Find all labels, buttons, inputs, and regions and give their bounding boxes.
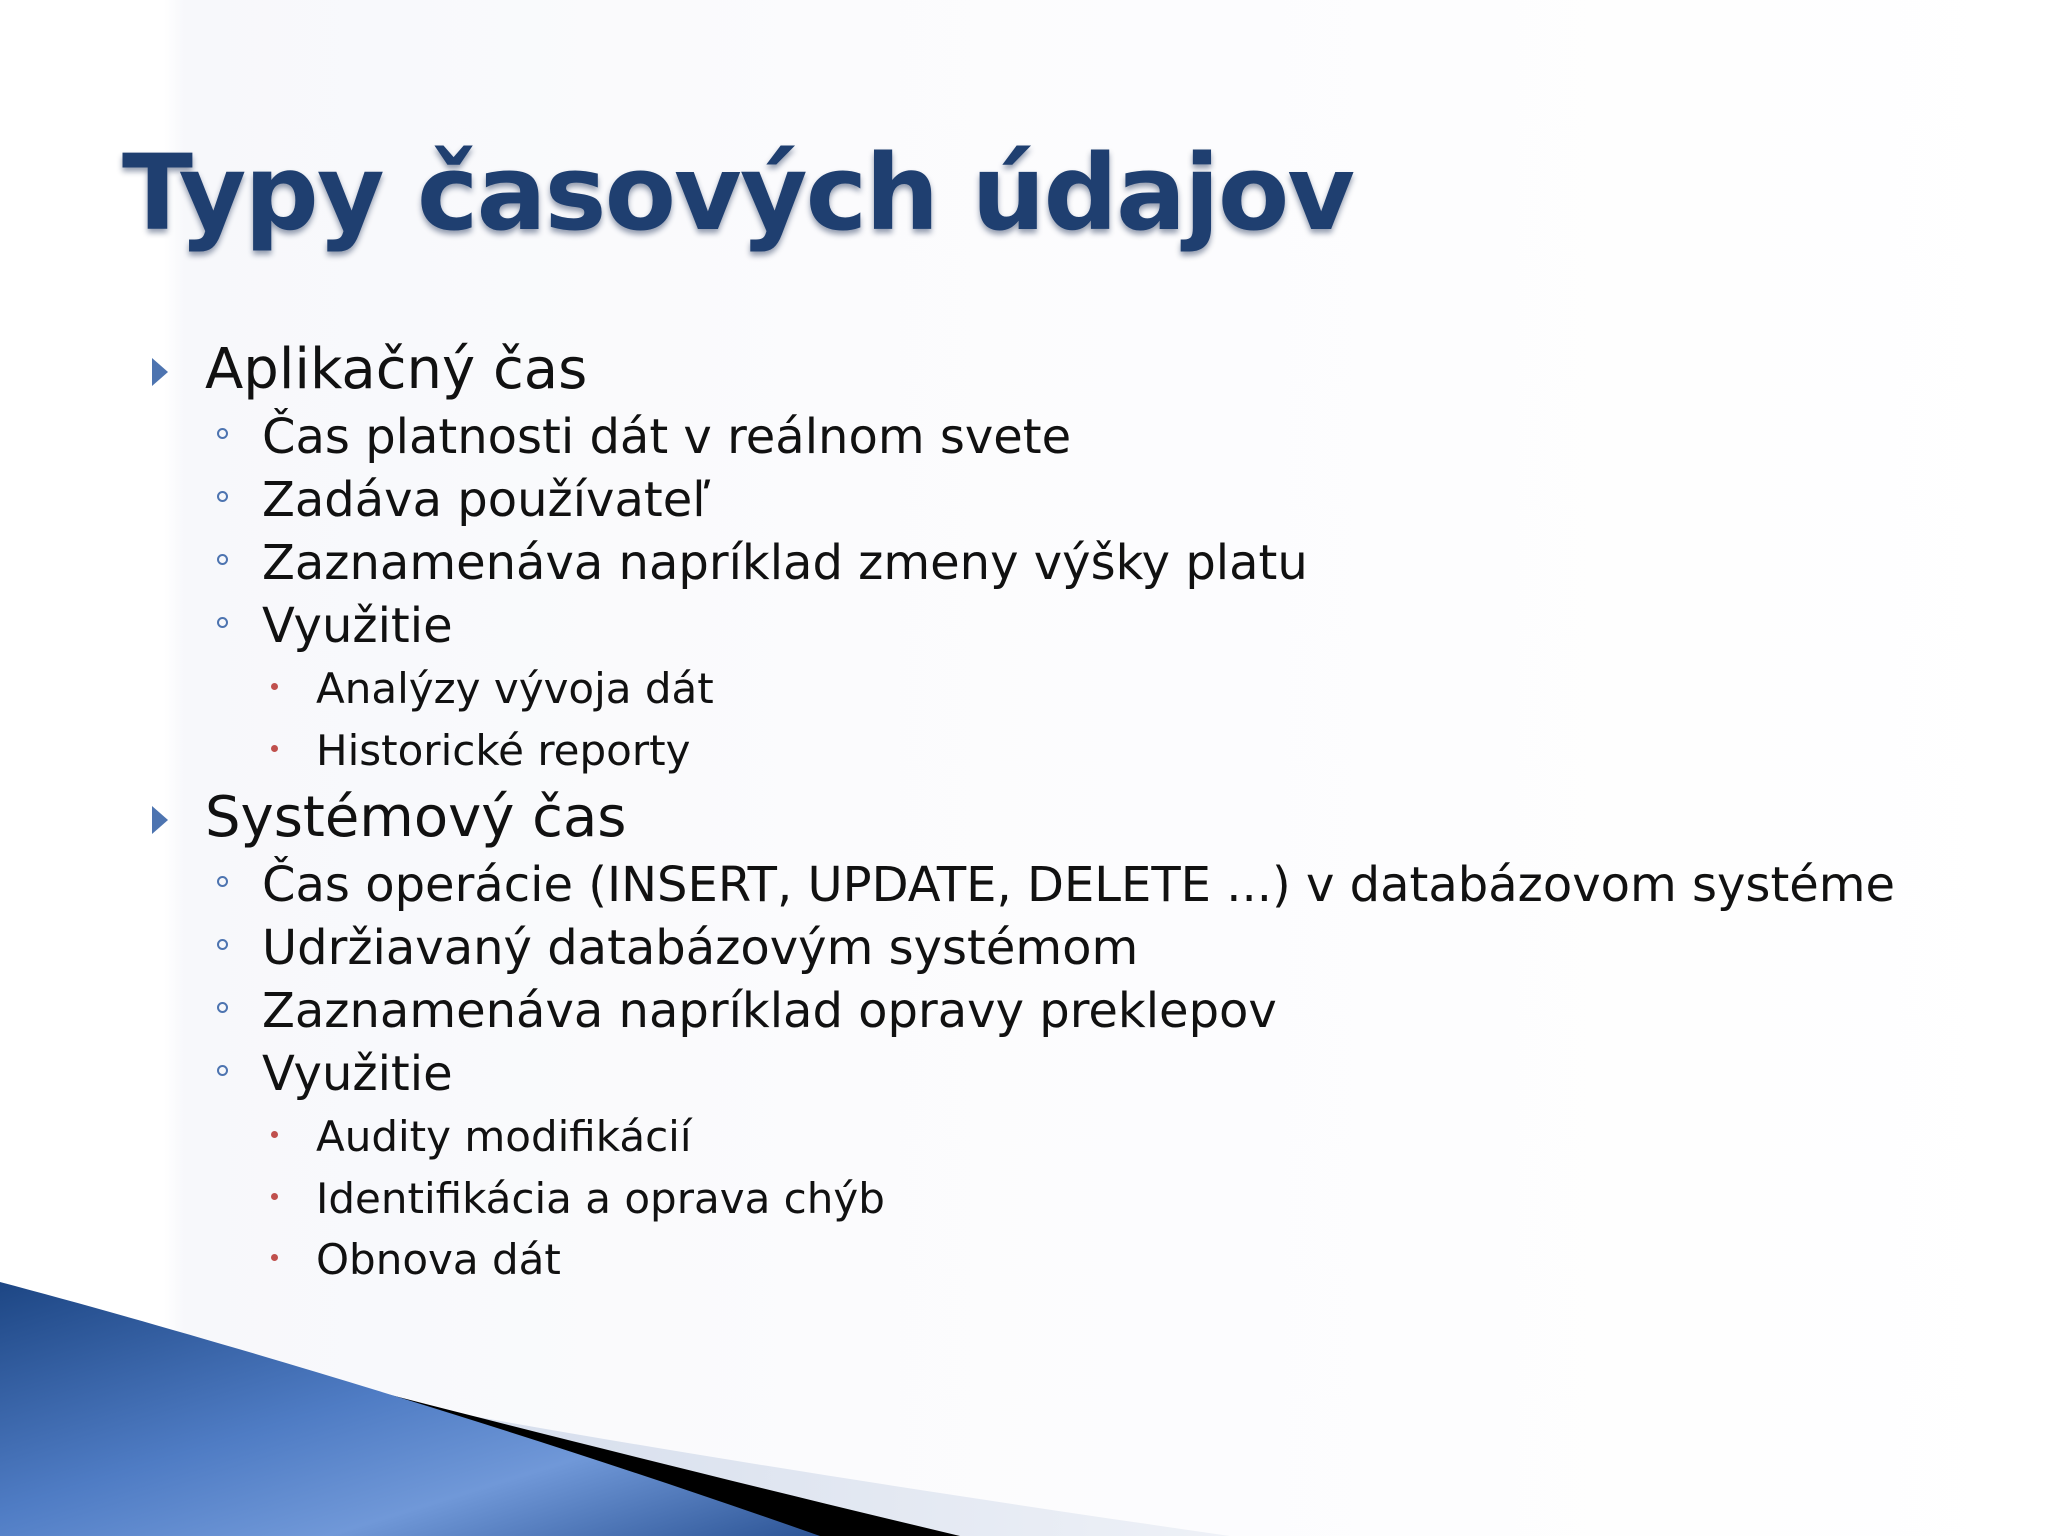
- dot-bullet-icon: [271, 745, 278, 752]
- hollow-circle-bullet-icon: [217, 1065, 228, 1076]
- list-item: Zaznamenáva napríklad opravy preklepov: [262, 983, 1277, 1039]
- slide-title: Typy časových údajov: [122, 132, 1354, 254]
- hollow-circle-bullet-icon: [217, 1002, 228, 1013]
- triangle-bullet-icon: [152, 806, 168, 834]
- list-item: Audity modifikácií: [316, 1112, 692, 1161]
- list-item: Čas platnosti dát v reálnom svete: [262, 409, 1072, 465]
- hollow-circle-bullet-icon: [217, 617, 228, 628]
- dot-bullet-icon: [271, 1131, 278, 1138]
- list-item: Využitie: [262, 1046, 453, 1102]
- list-item: Využitie: [262, 598, 453, 654]
- hollow-circle-bullet-icon: [217, 554, 228, 565]
- section-heading: Systémový čas: [205, 785, 627, 850]
- list-item: Zadáva používateľ: [262, 472, 711, 528]
- dot-bullet-icon: [271, 1254, 278, 1261]
- hollow-circle-bullet-icon: [217, 939, 228, 950]
- list-item: Zaznamenáva napríklad zmeny výšky platu: [262, 535, 1308, 591]
- list-item: Čas operácie (INSERT, UPDATE, DELETE ...) v databázovom systéme: [262, 857, 1896, 913]
- list-item: Identifikácia a oprava chýb: [316, 1174, 885, 1223]
- section-heading: Aplikačný čas: [205, 337, 588, 402]
- decorative-swoosh: [0, 1280, 2048, 1536]
- list-item: Historické reporty: [316, 726, 691, 775]
- hollow-circle-bullet-icon: [217, 491, 228, 502]
- dot-bullet-icon: [271, 1193, 278, 1200]
- triangle-bullet-icon: [152, 358, 168, 386]
- list-item: Udržiavaný databázovým systémom: [262, 920, 1139, 976]
- swoosh-blue-band: [0, 1282, 820, 1536]
- list-item: Obnova dát: [316, 1235, 561, 1284]
- dot-bullet-icon: [271, 683, 278, 690]
- hollow-circle-bullet-icon: [217, 428, 228, 439]
- hollow-circle-bullet-icon: [217, 876, 228, 887]
- list-item: Analýzy vývoja dát: [316, 664, 714, 713]
